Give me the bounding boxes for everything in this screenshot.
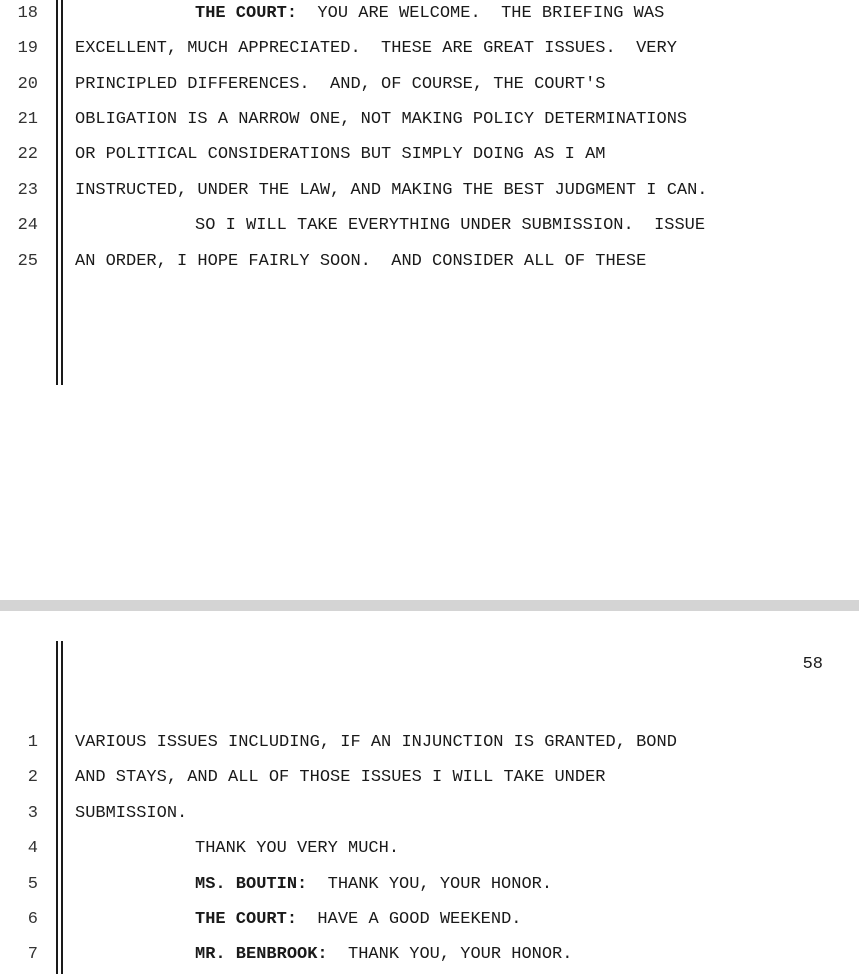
transcript-line: INSTRUCTED, UNDER THE LAW, AND MAKING THE BEST JUDGMENT I CAN. — [75, 181, 708, 200]
page-separator — [0, 600, 859, 611]
line-number: 24 — [17, 216, 38, 235]
line-number: 20 — [17, 75, 38, 94]
transcript-line: AN ORDER, I HOPE FAIRLY SOON. AND CONSIDER ALL OF THESE — [75, 252, 647, 271]
transcript-page-58 — [0, 611, 859, 974]
speaker-label: MS. BOUTIN: — [195, 875, 308, 894]
transcript-line — [195, 910, 521, 930]
speaker-label: THE COURT: — [195, 4, 298, 23]
line-number: 5 — [27, 875, 38, 894]
transcript-line: EXCELLENT, MUCH APPRECIATED. THESE ARE GREAT ISSUES. VERY — [75, 39, 677, 58]
line-number: 7 — [27, 945, 38, 964]
line-text: HAVE A GOOD WEEKEND. — [297, 910, 522, 929]
line-number: 2 — [27, 768, 38, 787]
speaker-label: THE COURT: — [195, 910, 298, 929]
margin-line-right — [61, 641, 63, 974]
line-number: 19 — [17, 39, 38, 58]
line-text: THANK YOU, YOUR HONOR. — [327, 945, 573, 964]
page-number: 58 — [802, 655, 823, 674]
transcript-line — [195, 875, 552, 895]
margin-line-right — [61, 0, 63, 385]
transcript-line — [195, 4, 664, 24]
line-number: 21 — [17, 110, 38, 129]
transcript-line: SUBMISSION. — [75, 804, 188, 823]
transcript-line: VARIOUS ISSUES INCLUDING, IF AN INJUNCTION IS GRANTED, BOND — [75, 733, 677, 752]
transcript-line: SO I WILL TAKE EVERYTHING UNDER SUBMISSION. ISSUE — [195, 216, 706, 235]
line-number: 3 — [27, 804, 38, 823]
line-text: THANK YOU, YOUR HONOR. — [307, 875, 553, 894]
line-number: 6 — [27, 910, 38, 929]
margin-line-left — [56, 0, 58, 385]
line-number: 1 — [27, 733, 38, 752]
margin-line-left — [56, 641, 58, 974]
line-number: 4 — [27, 839, 38, 858]
transcript-line — [195, 945, 572, 965]
line-number: 25 — [17, 252, 38, 271]
transcript-line: PRINCIPLED DIFFERENCES. AND, OF COURSE, THE COURT'S — [75, 75, 606, 94]
speaker-label: MR. BENBROOK: — [195, 945, 328, 964]
transcript-line: AND STAYS, AND ALL OF THOSE ISSUES I WILL TAKE UNDER — [75, 768, 606, 787]
line-number: 22 — [17, 145, 38, 164]
transcript-line: OBLIGATION IS A NARROW ONE, NOT MAKING POLICY DETERMINATIONS — [75, 110, 688, 129]
transcript-line: THANK YOU VERY MUCH. — [195, 839, 400, 858]
line-text: YOU ARE WELCOME. THE BRIEFING WAS — [297, 4, 665, 23]
line-number: 18 — [17, 4, 38, 23]
line-number: 23 — [17, 181, 38, 200]
transcript-line: OR POLITICAL CONSIDERATIONS BUT SIMPLY DOING AS I AM — [75, 145, 606, 164]
